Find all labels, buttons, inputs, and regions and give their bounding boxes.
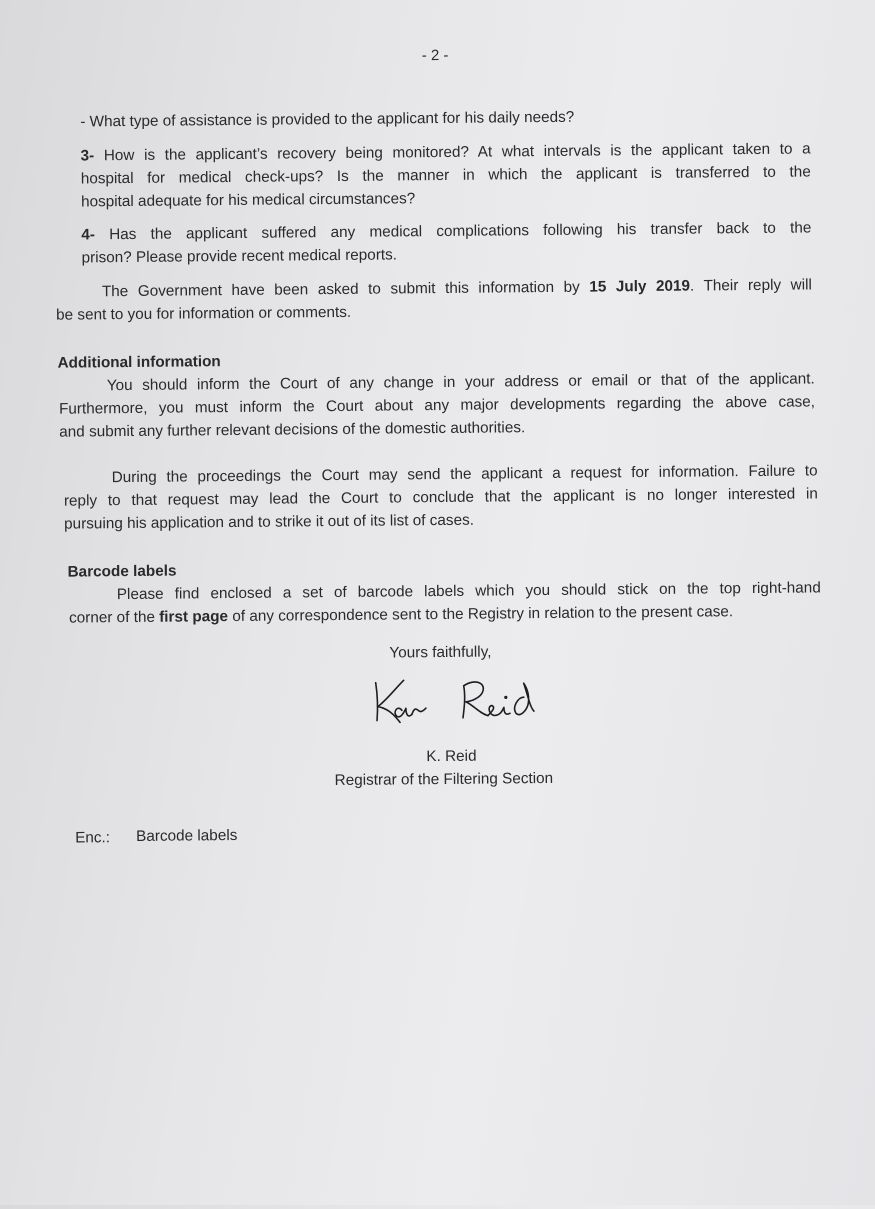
additional-p2-line3: pursuing his application and to strike it out of its list of cases. [64, 511, 475, 533]
barcode-line1: Please find enclosed a set of barcode labels which you should stick on the top right-hand [116, 579, 821, 604]
barcode-labels-heading: Barcode labels [67, 562, 177, 581]
barcode-line2-post: of any correspondence sent to the Registry in relation to the present case. [227, 603, 734, 626]
barcode-line2-pre: corner of the [68, 608, 160, 627]
first-page-emphasis: first page [159, 608, 229, 626]
question-3-line2: hospital for medical check-ups? Is the manner in which the applicant is transferred to the [80, 163, 811, 188]
signatory-name: K. Reid [426, 747, 477, 766]
government-text-pre: The Government have been asked to submit this information by [101, 278, 590, 301]
question-4-text: Has the applicant suffered any medical complications following his transfer back to the [109, 219, 812, 244]
additional-p1-line2: Furthermore, you must inform the Court about any major developments regarding the above case, [58, 393, 816, 418]
deadline-date: 15 July 2019 [589, 277, 691, 296]
signatory-title: Registrar of the Filtering Section [334, 769, 554, 790]
page-number: - 2 - [421, 46, 449, 65]
closing-salutation: Yours faithfully, [389, 643, 492, 662]
question-3-line3: hospital adequate for his medical circumstances? [80, 190, 416, 211]
handwritten-signature [364, 667, 545, 729]
additional-p1-line3: and submit any further relevant decisions of the domestic authorities. [59, 419, 526, 441]
government-line2: be sent to you for information or comments. [56, 303, 352, 324]
additional-p2-line2: reply to that request may lead the Court to conclude that the applicant is no longer interested in [63, 485, 818, 510]
enclosure-value: Barcode labels [136, 826, 238, 845]
additional-information-heading: Additional information [57, 353, 221, 372]
barcode-line2 [69, 600, 733, 630]
question-3-number: 3- [80, 147, 95, 165]
question-4-number: 4- [81, 226, 96, 244]
question-4-line2: prison? Please provide recent medical reports. [81, 246, 398, 267]
additional-p2-line1: During the proceedings the Court may send the applicant a request for information. Failure to [111, 462, 818, 487]
question-3-text: How is the applicant’s recovery being monitored? At what intervals is the applicant taken to a [103, 140, 811, 165]
additional-p1-line1: You should inform the Court of any change in your address or email or that of the applicant. [106, 370, 815, 395]
question-daily-needs: - What type of assistance is provided to the applicant for his daily needs? [80, 108, 575, 131]
government-line1 [102, 273, 812, 304]
government-text-post: . Their reply will [689, 276, 812, 295]
enclosure-label: Enc.: [75, 829, 111, 847]
question-4-line1 [81, 216, 811, 247]
